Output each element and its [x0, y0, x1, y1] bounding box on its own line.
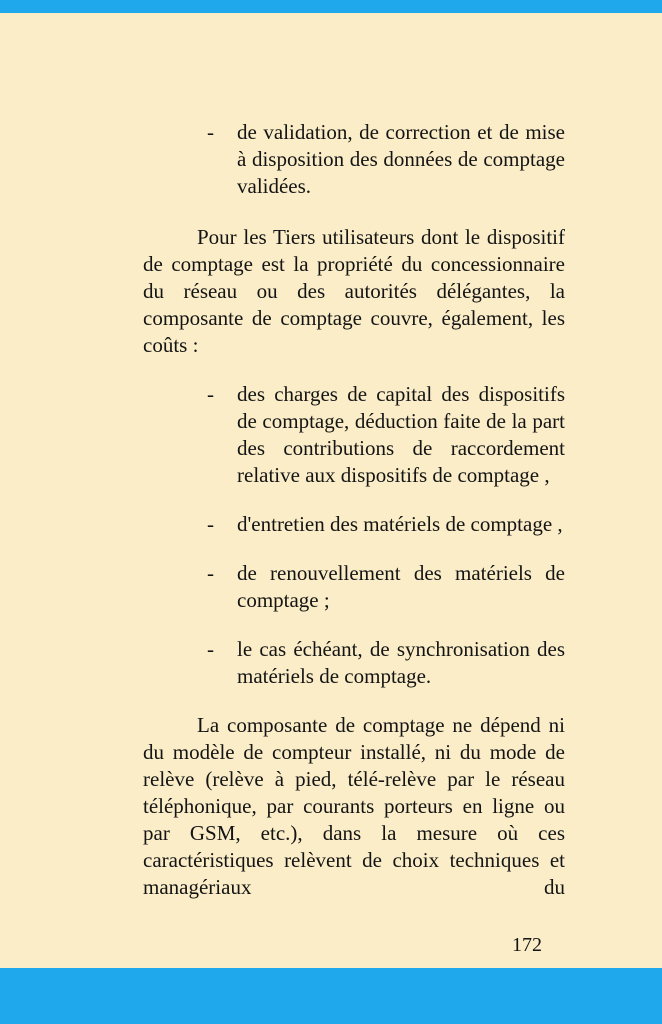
bullet-dash: -	[207, 637, 214, 661]
list-item-synchronisation	[143, 636, 565, 690]
paragraph-tiers-utilisateurs: Pour les Tiers utilisateurs dont le dispositif de comptage est la propriété du concessionnaire du réseau ou des autorités délégantes, la composante de comptage couvre, également, les coûts :	[143, 225, 565, 357]
bullet-dash: -	[207, 382, 214, 406]
list-item-text: le cas échéant, de synchronisation des matériels de comptage.	[237, 637, 565, 688]
top-border-bar	[0, 0, 662, 13]
list-item-text: d'entretien des matériels de comptage ,	[237, 512, 563, 536]
list-item-charges-capital	[143, 381, 565, 489]
list-item-validation	[143, 119, 565, 200]
bullet-dash: -	[207, 120, 214, 144]
list-item-text: de renouvellement des matériels de comptage ;	[237, 561, 565, 612]
list-item-renouvellement	[143, 560, 565, 614]
list-item-text: des charges de capital des dispositifs de comptage, déduction faite de la part des contributions de raccordement relative aux dispositifs de comptage ,	[237, 382, 565, 487]
bullet-dash: -	[207, 561, 214, 585]
list-item-text: de validation, de correction et de mise à disposition des données de comptage validées.	[237, 120, 565, 198]
bottom-border-bar	[0, 968, 662, 1024]
page-number: 172	[512, 934, 542, 956]
paragraph-composante-comptage: La composante de comptage ne dépend ni du modèle de compteur installé, ni du mode de relève (relève à pied, télé-relève par le réseau téléphonique, par courants porteurs en ligne ou par GSM, etc.), dans la mesure où ces caractéristiques relèvent de choix techniques et managériaux du	[143, 713, 565, 899]
cost-bullet-list	[143, 381, 565, 690]
page-content	[143, 13, 565, 901]
bullet-dash: -	[207, 512, 214, 536]
list-item-entretien	[143, 511, 565, 538]
